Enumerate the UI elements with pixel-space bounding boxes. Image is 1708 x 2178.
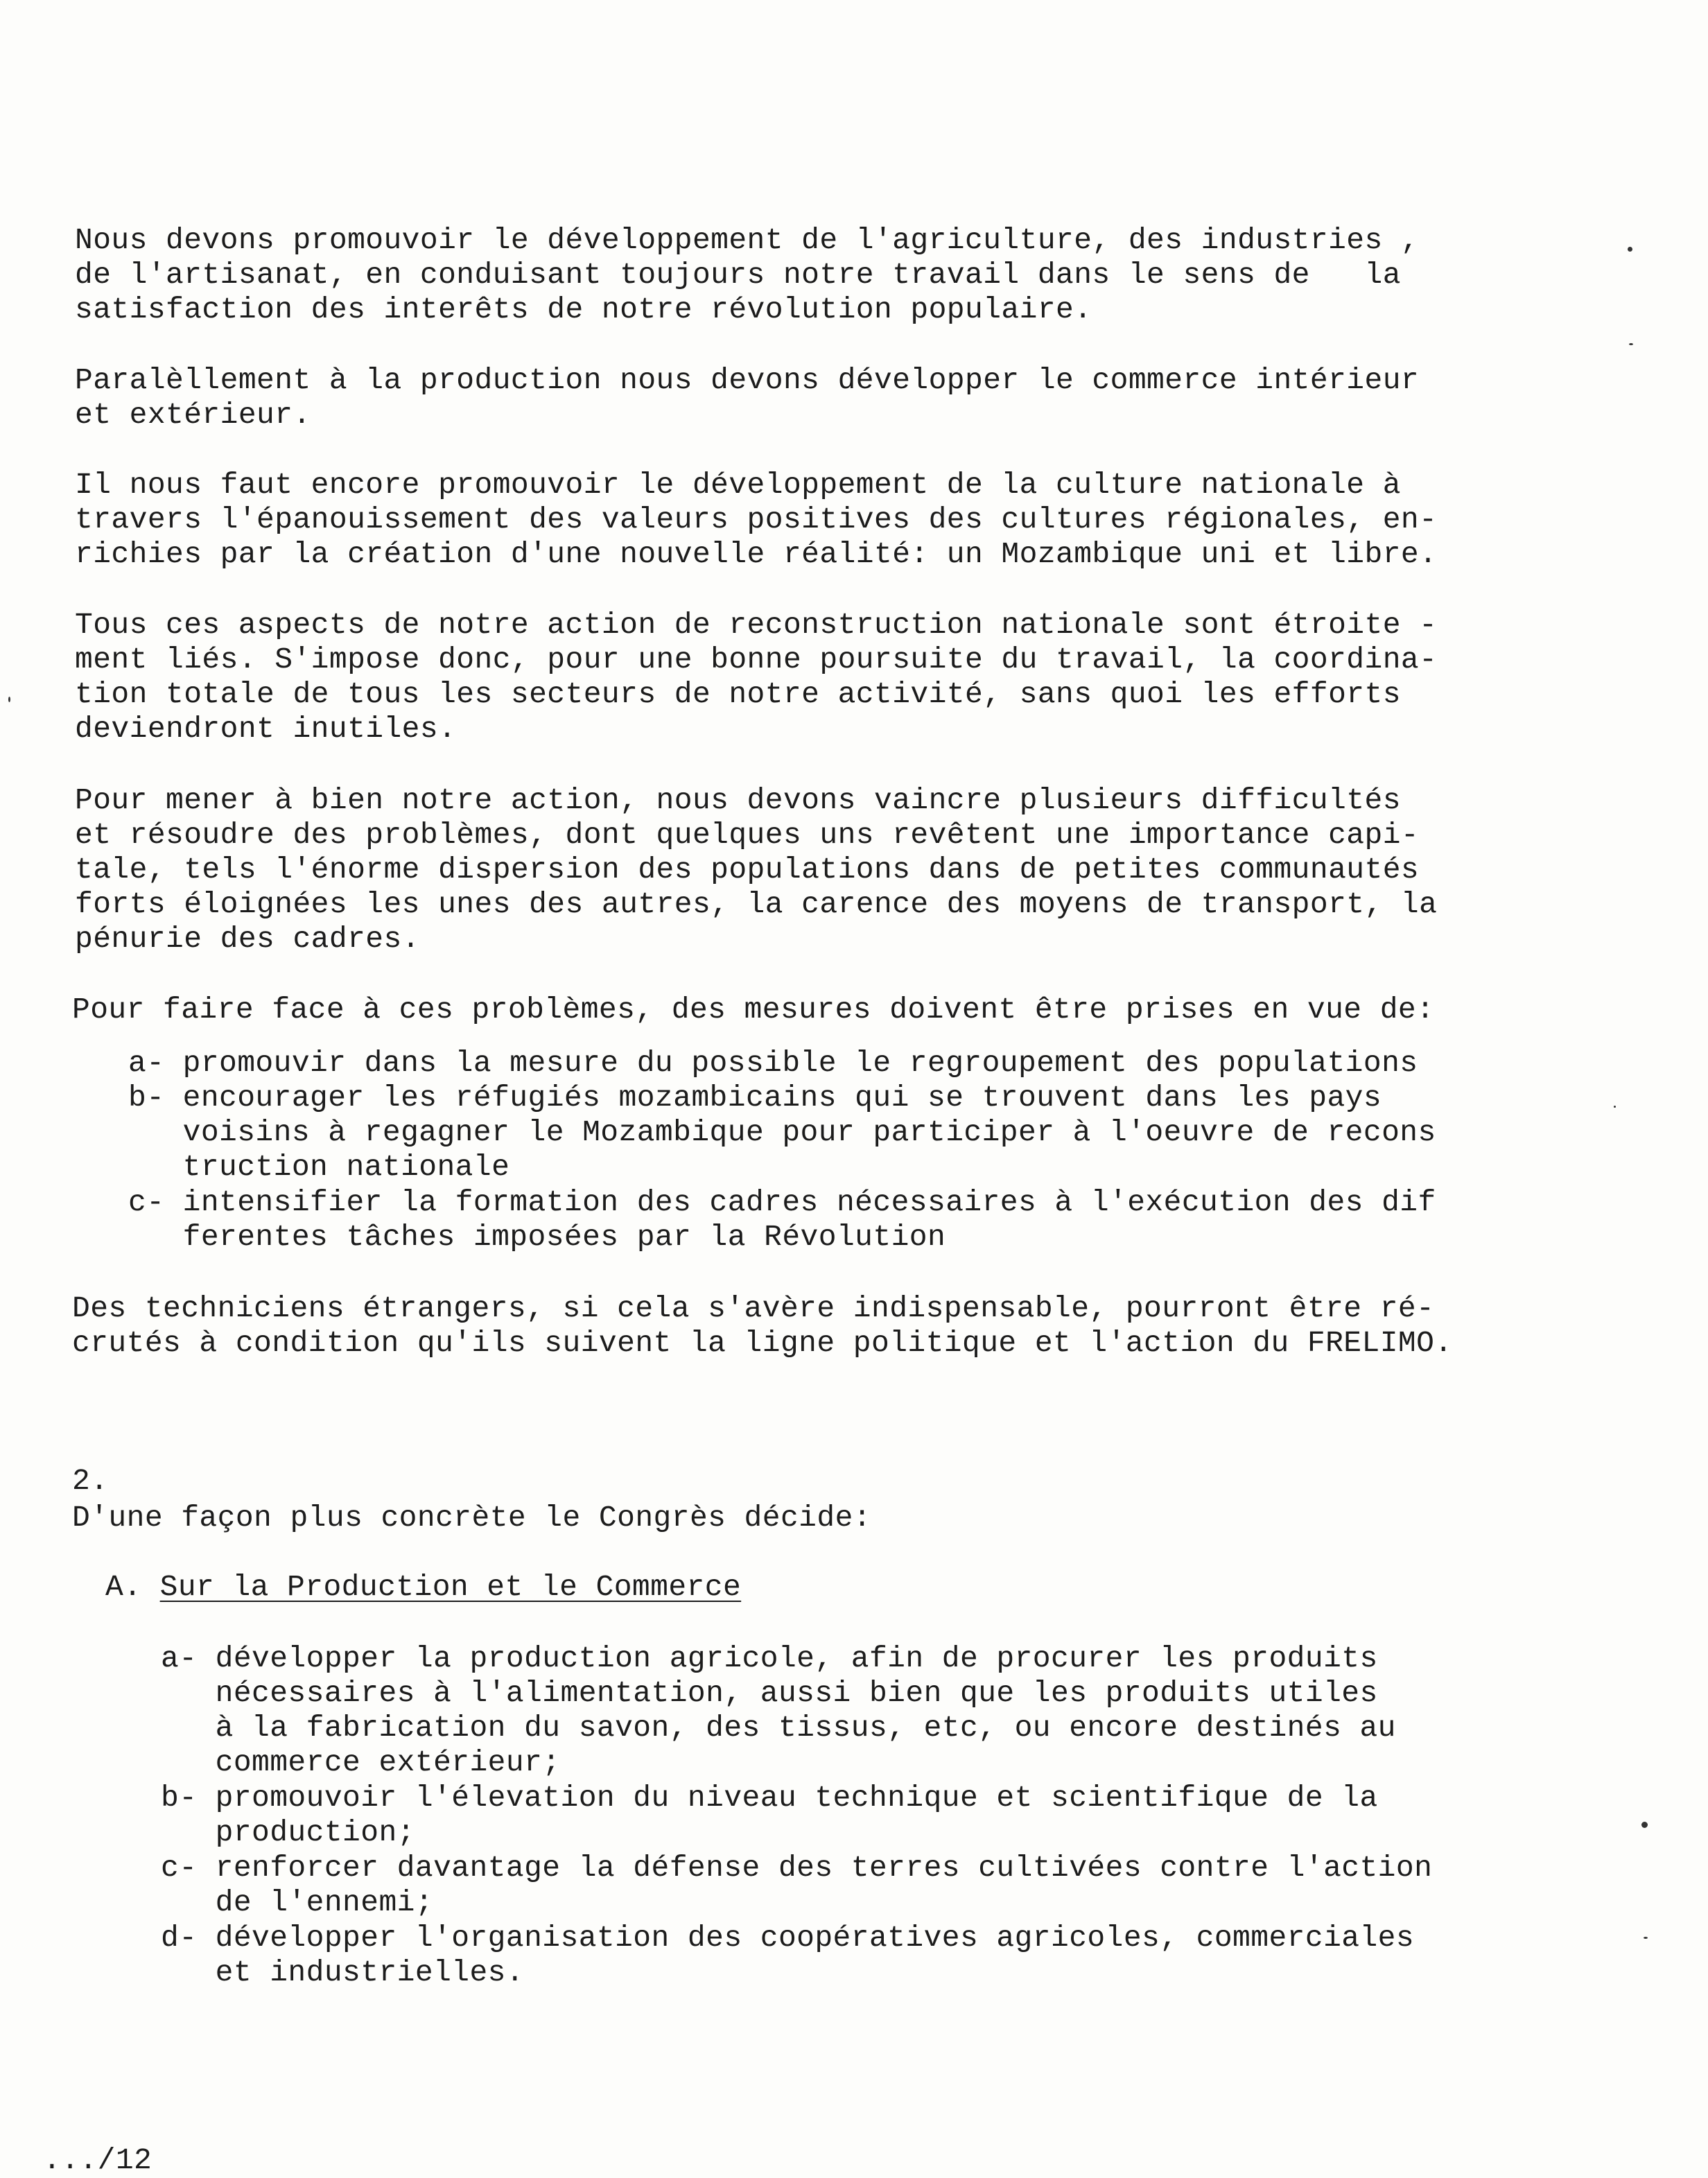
production-item-line-4: commerce extérieur;: [161, 1745, 561, 1779]
paragraph-5-line-3: tale, tels l'énorme dispersion des populations dans de petites communautés: [75, 853, 1420, 887]
paragraph-5-line-4: forts éloignées les unes des autres, la carence des moyens de transport, la: [75, 887, 1438, 921]
technicians-line-2: crutés à condition qu'ils suivent la ligne politique et l'action du FRELIMO.: [72, 1326, 1453, 1360]
section-a-title: Sur la Production et le Commerce: [159, 1570, 742, 1604]
paragraph-3-line-3: richies par la création d'une nouvelle réalité: un Mozambique uni et libre.: [75, 537, 1438, 571]
scan-speck: [8, 697, 10, 702]
production-item-line-6: production;: [161, 1815, 415, 1849]
paragraph-3-line-2: travers l'épanouissement des valeurs positives des cultures régionales, en-: [75, 503, 1438, 537]
scan-speck: [1641, 1822, 1648, 1828]
paragraph-5-line-5: pénurie des cadres.: [75, 922, 420, 956]
section-a-letter: A.: [105, 1570, 160, 1604]
technicians-line-1: Des techniciens étrangers, si cela s'avère indispensable, pourront être ré-: [72, 1291, 1435, 1325]
production-item-line-5: b- promouvoir l'élevation du niveau technique et scientifique de la: [161, 1781, 1378, 1815]
paragraph-4-line-4: deviendront inutiles.: [75, 712, 457, 746]
measure-line-5: c- intensifier la formation des cadres nécessaires à l'exécution des dif: [128, 1185, 1436, 1219]
production-item-line-7: c- renforcer davantage la défense des terres cultivées contre l'action: [161, 1851, 1433, 1885]
page-marker: .../12: [43, 2143, 152, 2177]
production-item-line-1: a- développer la production agricole, afin de procurer les produits: [161, 1641, 1378, 1675]
paragraph-4-line-3: tion totale de tous les secteurs de notre activité, sans quoi les efforts: [75, 677, 1401, 711]
production-item-line-8: de l'ennemi;: [161, 1885, 434, 1919]
paragraph-3-line-1: Il nous faut encore promouvoir le développement de la culture nationale à: [75, 468, 1401, 502]
measure-line-3: voisins à regagner le Mozambique pour participer à l'oeuvre de recons: [128, 1115, 1436, 1149]
scan-speck: [1628, 247, 1632, 252]
paragraph-5-line-2: et résoudre des problèmes, dont quelques uns revêtent une importance capi-: [75, 818, 1420, 852]
paragraph-4-line-2: ment liés. S'impose donc, pour une bonne poursuite du travail, la coordina-: [75, 643, 1438, 677]
measure-line-1: a- promouvir dans la mesure du possible le regroupement des populations: [128, 1046, 1418, 1080]
production-item-line-9: d- développer l'organisation des coopératives agricoles, commerciales: [161, 1921, 1415, 1955]
measure-line-2: b- encourager les réfugiés mozambicains qui se trouvent dans les pays: [128, 1081, 1382, 1115]
paragraph-4-line-1: Tous ces aspects de notre action de reconstruction nationale sont étroite -: [75, 608, 1438, 642]
scan-speck: [1629, 343, 1633, 345]
paragraph-1-line-3: satisfaction des interêts de notre révolution populaire.: [75, 293, 1092, 326]
section-number: 2.: [72, 1464, 109, 1498]
production-item-line-10: et industrielles.: [161, 1955, 525, 1989]
measure-line-4: truction nationale: [128, 1150, 510, 1184]
production-item-line-3: à la fabrication du savon, des tissus, etc, ou encore destinés au: [161, 1711, 1396, 1745]
paragraph-1-line-2: de l'artisanat, en conduisant toujours notre travail dans le sens de la: [75, 258, 1401, 292]
production-item-line-2: nécessaires à l'alimentation, aussi bien que les produits utiles: [161, 1676, 1378, 1710]
paragraph-6-line-1: Pour faire face à ces problèmes, des mesures doivent être prises en vue de:: [72, 993, 1435, 1027]
section-a-heading: [105, 1570, 741, 1605]
scan-speck: [1644, 1937, 1648, 1939]
measure-line-6: ferentes tâches imposées par la Révolution: [128, 1220, 946, 1254]
paragraph-1-line-1: Nous devons promouvoir le développement de l'agriculture, des industries ,: [75, 223, 1420, 257]
congress-intro: D'une façon plus concrète le Congrès décide:: [72, 1501, 871, 1535]
paragraph-2-line-1: Paralèllement à la production nous devons développer le commerce intérieur: [75, 363, 1420, 397]
paragraph-5-line-1: Pour mener à bien notre action, nous devons vaincre plusieurs difficultés: [75, 783, 1401, 817]
paragraph-2-line-2: et extérieur.: [75, 398, 311, 432]
scan-speck: [1614, 1106, 1616, 1108]
